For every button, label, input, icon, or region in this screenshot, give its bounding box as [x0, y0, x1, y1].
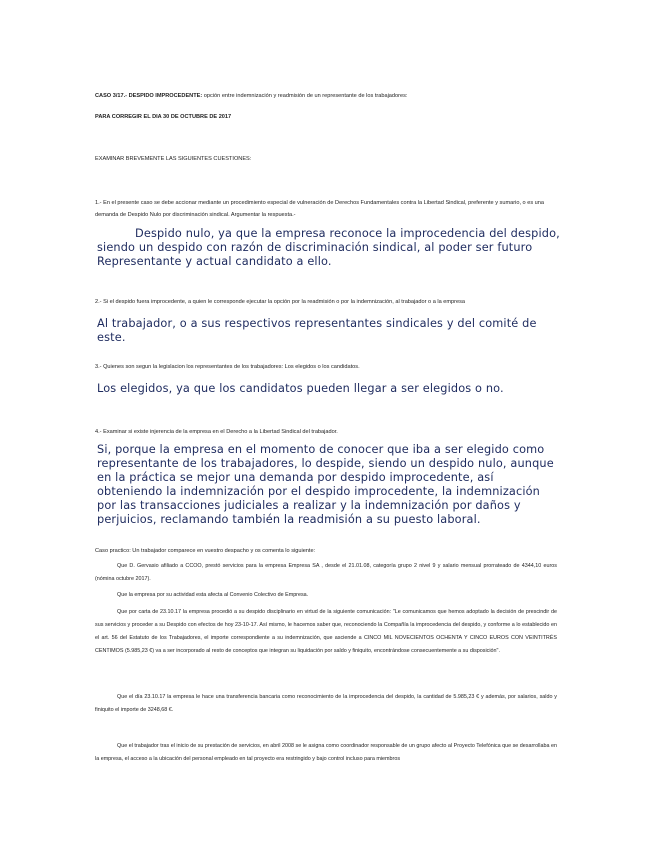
practical-paragraph-1: Que D. Gervasio afiliado a CCOO, prestó servicios para la empresa Empresa SA , desde el 21.01.08, categoría grupo 2 nivel 9 y salario mensual prorrateado de 4344,10 euros (nómina octubre 2017).: [95, 563, 557, 582]
correction-date: PARA CORREGIR EL DIA 30 DE OCTUBRE DE 2017: [95, 114, 232, 120]
case-title: [95, 90, 565, 102]
question-1: 1.- En el presente caso se debe accionar mediante un procedimiento especial de vulneración de Derechos Fundamentales contra la Libertad Sindical, preferente y sumario, o es una demanda de Despido Nulo por discriminación sindical. Argumentar la respuesta.-: [95, 200, 545, 218]
instructions: EXAMINAR BREVEMENTE LAS SIGUIENTES CUESTIONES:: [95, 156, 252, 162]
answer-3: Los elegidos, ya que los candidatos pueden llegar a ser elegidos o no.: [97, 382, 504, 395]
practical-paragraph-3: Que por carta de 23.10.17 la empresa procedió a su despido disciplinario en virtud de la siguiente comunicación: "Le comunicamos que hemos adoptado la decisión de prescindir de sus servicios y proceder a su Despido con efectos de hoy 23-10-17. Así mismo, le hacemos saber que, reconociendo la Compañía la improcedencia del despido, y conforme a lo establecido en el art. 56 del Estatuto de los Trabajadores, el importe correspondiente a su indemnización, que asciende a CINCO MIL NOVECIENTOS OCHENTA Y CINCO EUROS CON VEINTITRÉS CENTIMOS (5.985,23 €) va a ser incorporado al resto de conceptos que integran su liquidación por saldo y finiquito, encontrándose consecuentemente a su disposición".: [95, 609, 557, 654]
practical-paragraph-2: Que la empresa por su actividad esta afecta al Convenio Colectivo de Empresa.: [117, 592, 309, 598]
case-label: CASO 3/17.- DESPIDO IMPROCEDENTE:: [95, 93, 203, 99]
answer-2: Al trabajador, o a sus respectivos representantes sindicales y del comité de este.: [97, 317, 537, 344]
answer-1: Despido nulo, ya que la empresa reconoce la improcedencia del despido, siendo un despido con razón de discriminación sindical, al poder ser futuro Representante y actual candidato a ello.: [97, 227, 560, 268]
practical-case-intro: Caso practico: Un trabajador comparece en vuestro despacho y os comenta lo siguiente:: [95, 548, 316, 554]
answer-4: Si, porque la empresa en el momento de conocer que iba a ser elegido como representante de los trabajadores, lo despide, siendo un despido nulo, aunque en la práctica se mejor una demanda por despido improcedente, así obteniendo la indemnización por el despido improcedente, la indemnización por las transacciones judiciales a realizar y la indemnización por daños y perjuicios, reclamando también la readmisión a su puesto laboral.: [97, 443, 554, 526]
practical-paragraph-5: Que el trabajador tras el inicio de su prestación de servicios, en abril 2008 se le asigna como coordinador responsable de un grupo afecto al Proyecto Telefónica que se desarrollaba en la empresa, el acceso a la ubicación del personal empleado en tal proyecto era restringido y bajo control incluso para miembros: [95, 743, 557, 762]
case-description: opción entre indemnización y readmisión de un representante de los trabajadores:: [202, 93, 408, 99]
question-3: 3.- Quienes son segun la legislacion los representantes de los trabajadores: Los elegidos o los candidatos.: [95, 364, 360, 370]
question-2: 2.- Si el despido fuera improcedente, a quien le corresponde ejecutar la opción por la readmisión o por la indemnización, al trabajador o a la empresa: [95, 299, 466, 305]
practical-paragraph-4: Que el día 23.10.17 la empresa le hace una transferencia bancaria como reconocimiento de la improcedencia del despido, la cantidad de 5.985,23 € y además, por salarios, saldo y finiquito el importe de 3248,68 €.: [95, 694, 557, 713]
question-4: 4.- Examinar si existe injerencia de la empresa en el Derecho a la Libertad Sindical del trabajador.: [95, 429, 338, 435]
